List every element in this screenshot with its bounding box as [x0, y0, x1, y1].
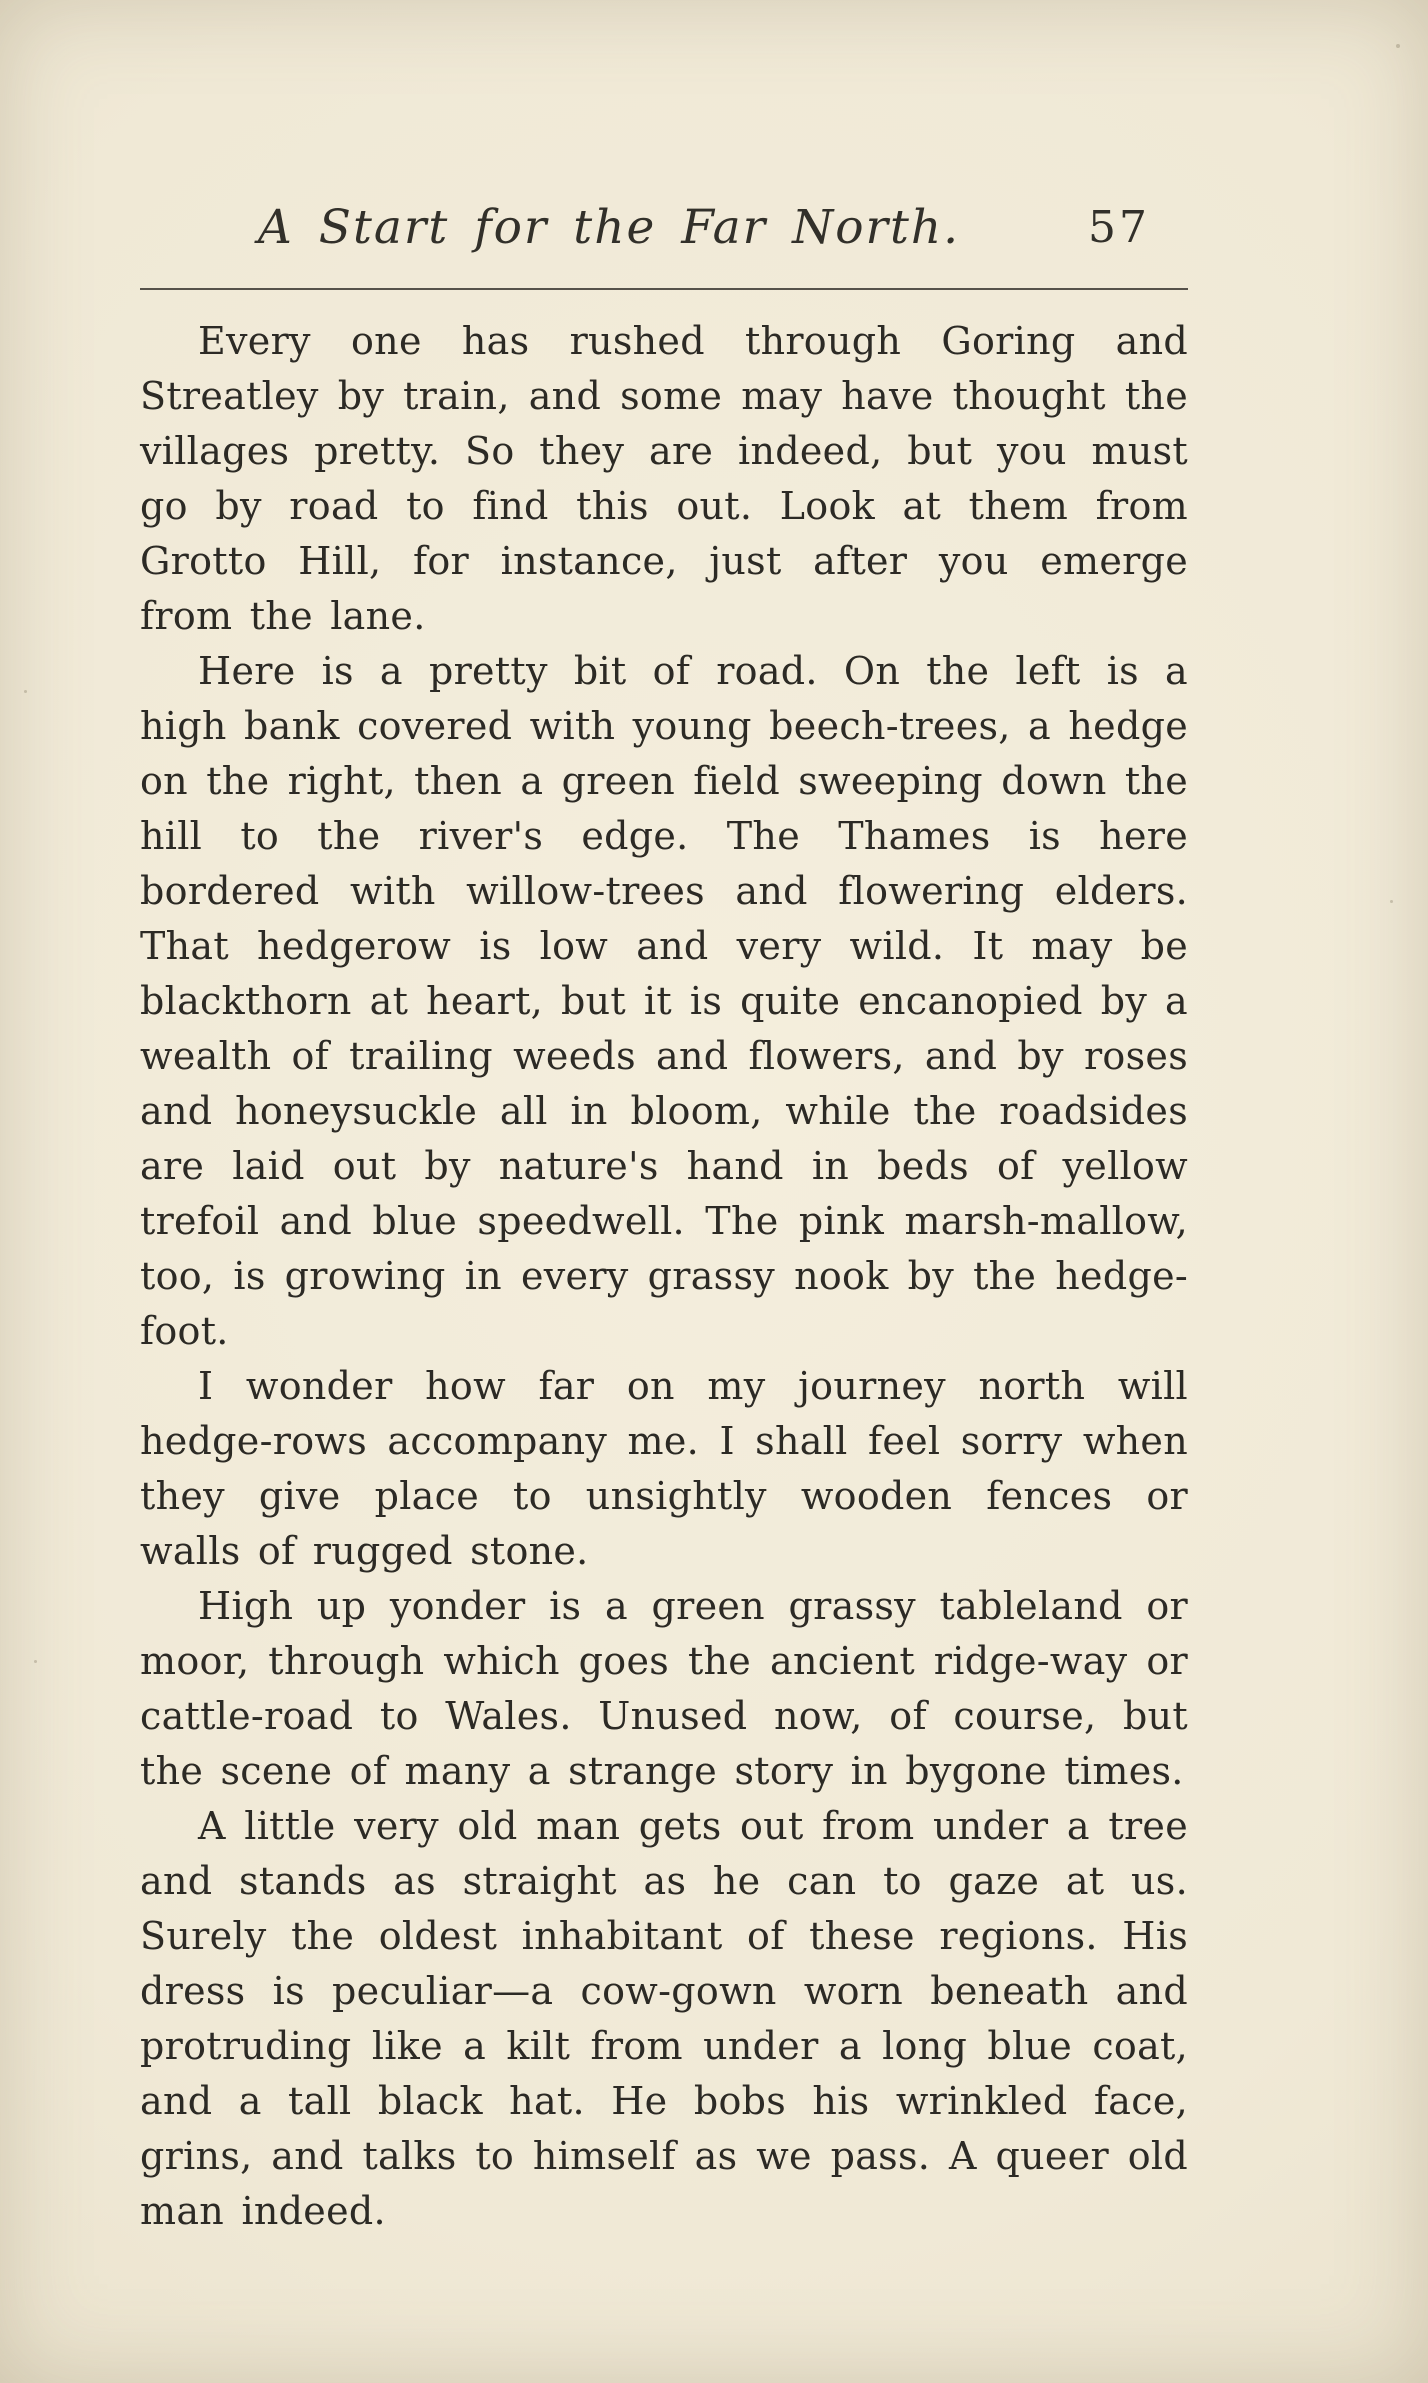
header-rule: [140, 288, 1188, 290]
paragraph: I wonder how far on my journey north will hedge-rows accompany me. I shall feel sorry when they give place to unsightly wooden fences or walls of rugged stone.: [140, 1364, 1188, 1573]
paragraph: A little very old man gets out from under a tree and stands as straight as he can to gaze at us. Surely the oldest inhabitant of these regions. His dress is peculiar—a cow-gown worn beneath and protruding like a kilt from under a long blue coat, and a tall black hat. He bobs his wrinkled face, grins, and talks to himself as we pass. A queer old man indeed.: [140, 1804, 1188, 2233]
paragraph: Here is a pretty bit of road. On the left is a high bank covered with young beech-trees, a hedge on the right, then a green field sweeping down the hill to the river's edge. The Thames is here bordered with willow-trees and flowering elders. That hedgerow is low and very wild. It may be blackthorn at heart, but it is quite encanopied by a wealth of trailing weeds and flowers, and by roses and honeysuckle all in bloom, while the roadsides are laid out by nature's hand in beds of yellow trefoil and blue speedwell. The pink marsh-mallow, too, is growing in every grassy nook by the hedge-foot.: [140, 649, 1188, 1353]
body-text: [140, 314, 1188, 2239]
paragraph: High up yonder is a green grassy tableland or moor, through which goes the ancient ridge-way or cattle-road to Wales. Unused now, of course, but the scene of many a strange story in bygone times.: [140, 1584, 1188, 1793]
scan-speck: [1396, 44, 1400, 48]
paragraph: Every one has rushed through Goring and Streatley by train, and some may have thought the villages pretty. So they are indeed, but you must go by road to find this out. Look at them from Grotto Hill, for instance, just after you emerge from the lane.: [140, 319, 1188, 638]
scan-speck: [1390, 900, 1393, 903]
page-number: 57: [1088, 202, 1150, 253]
scan-speck: [24, 690, 27, 693]
running-header: [140, 200, 1188, 274]
page-content: [140, 200, 1188, 2239]
scan-speck: [34, 1660, 37, 1663]
page-title: A Start for the Far North.: [257, 200, 961, 255]
